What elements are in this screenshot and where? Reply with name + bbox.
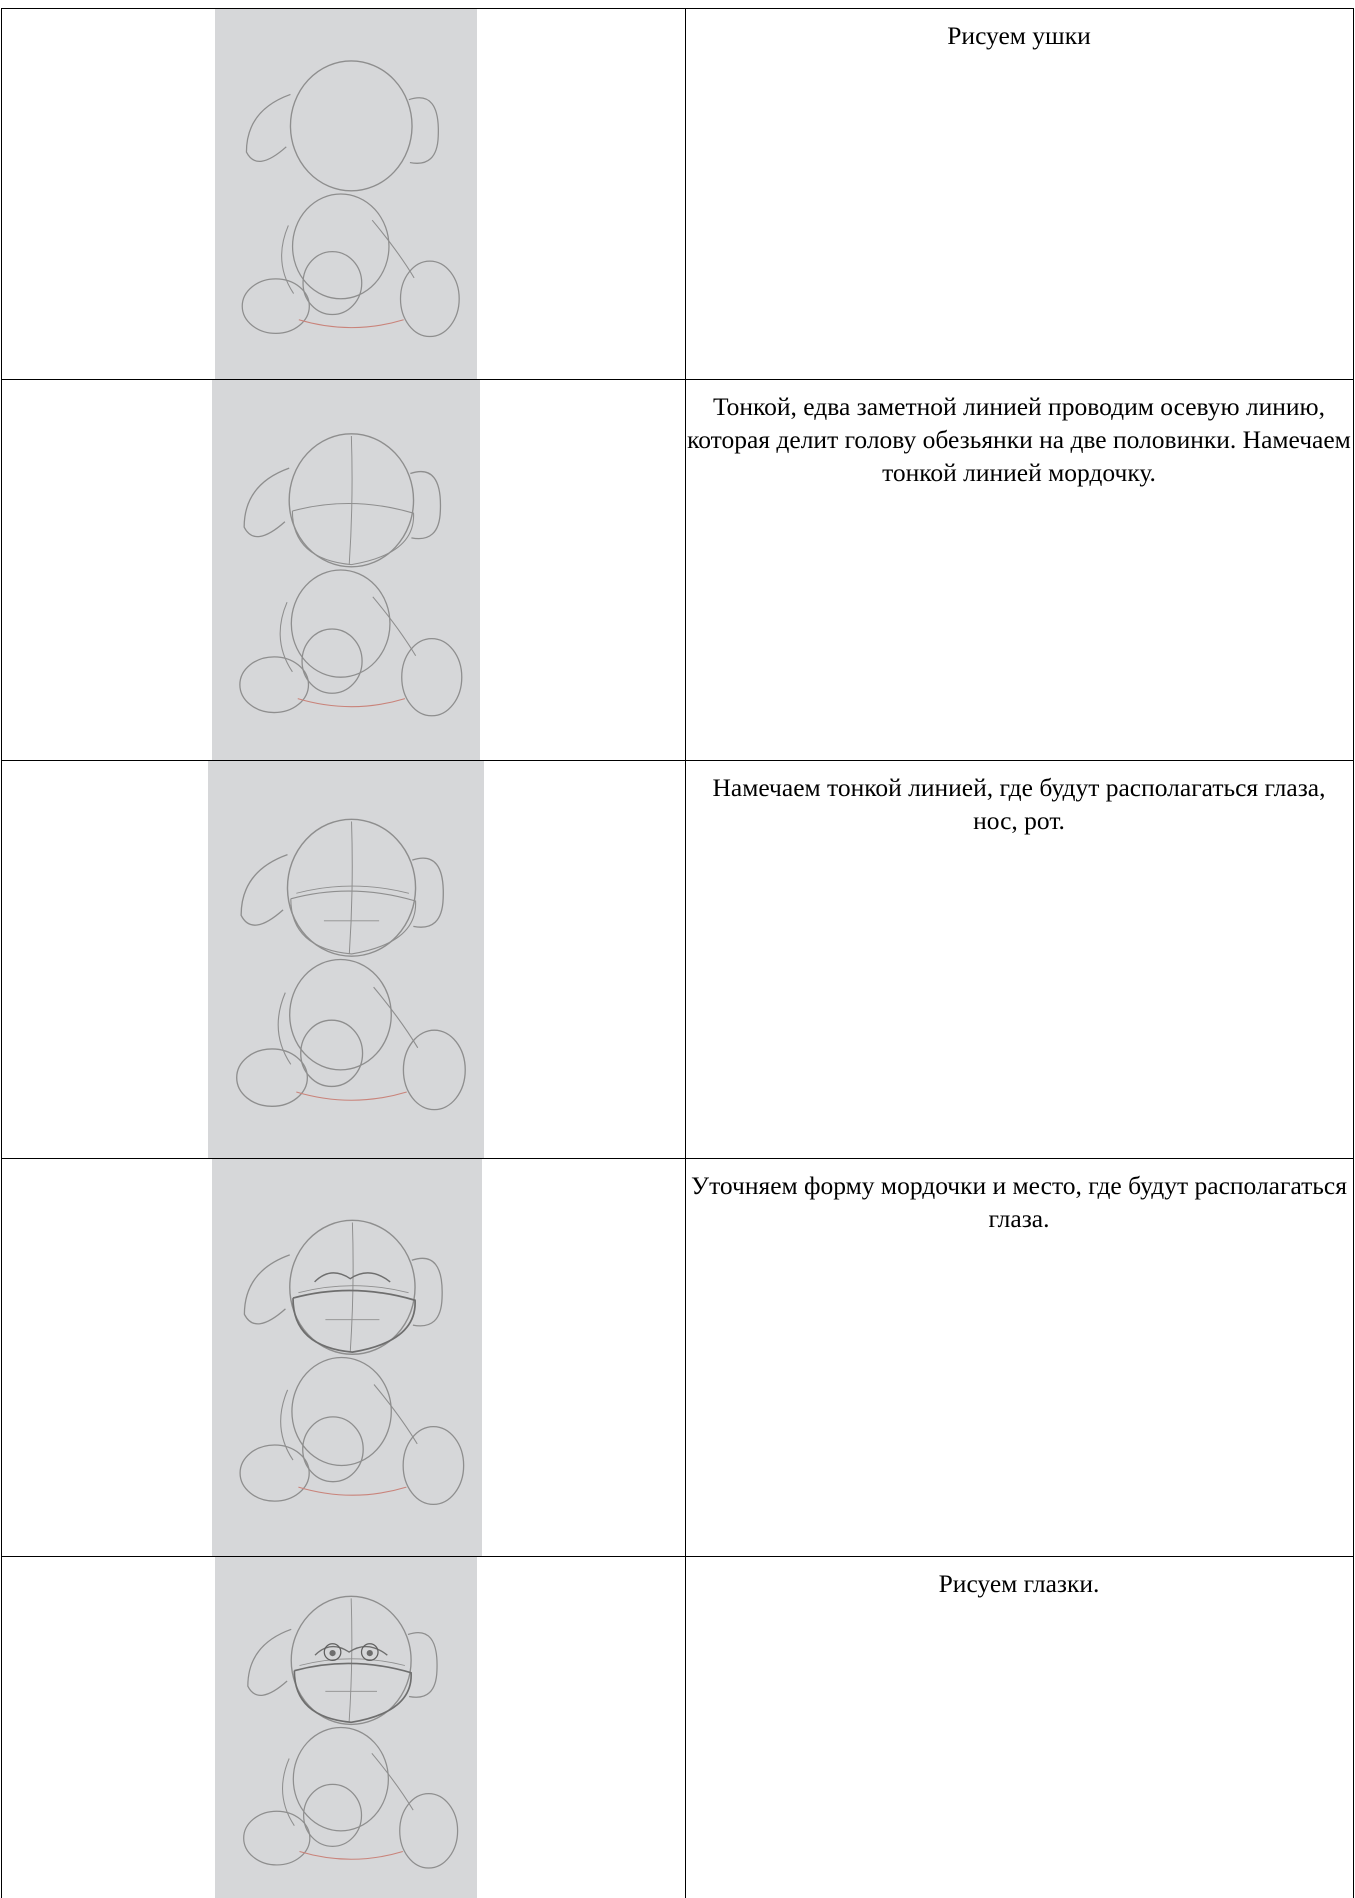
column-divider (685, 1159, 686, 1556)
table-row (1, 8, 1354, 379)
monkey-sketch (208, 761, 484, 1158)
step-instruction-text: Намечаем тонкой линией, где будут располагаться глаза, нос, рот. (712, 773, 1326, 835)
column-divider (685, 380, 686, 760)
monkey-sketch (215, 9, 477, 379)
step-instruction-text: Рисуем глазки. (938, 1569, 1100, 1598)
step-instruction-text: Тонкой, едва заметной линией проводим осевую линию, которая делит голову обезьянки на две половинки. Намечаем тонкой линией мордочку. (687, 392, 1351, 487)
column-divider (685, 761, 686, 1158)
table-row (1, 379, 1354, 760)
step-drawing-photo (212, 380, 480, 760)
column-divider (685, 1557, 686, 1898)
step-instruction-text: Рисуем ушки (947, 21, 1091, 50)
step-drawing-photo (215, 1557, 477, 1898)
column-divider (685, 9, 686, 379)
step-drawing-photo (215, 9, 477, 379)
table-row (1, 1556, 1354, 1898)
table-row (1, 1158, 1354, 1556)
table-row (1, 760, 1354, 1158)
step-instruction-text: Уточняем форму мордочки и место, где будут располагаться глаза. (691, 1171, 1347, 1233)
step-drawing-photo (212, 1159, 482, 1556)
monkey-sketch (212, 1159, 482, 1556)
step-drawing-photo (208, 761, 484, 1158)
monkey-sketch (212, 380, 480, 760)
monkey-sketch (215, 1557, 477, 1898)
